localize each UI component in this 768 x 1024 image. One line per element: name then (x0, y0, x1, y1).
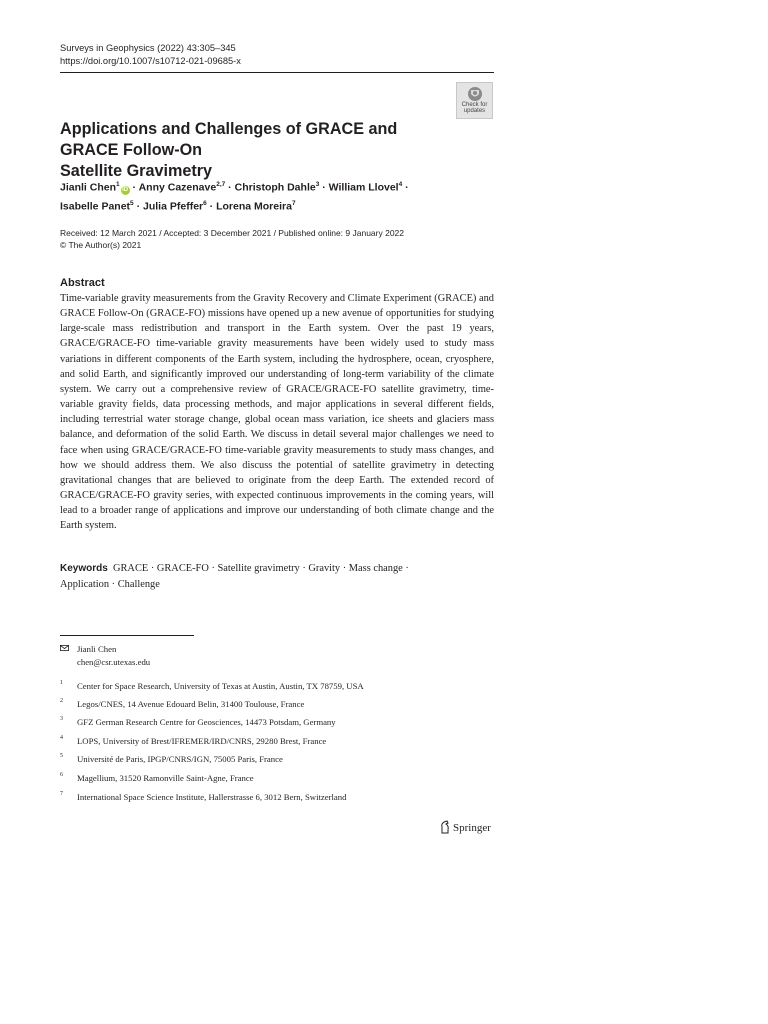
affiliation-number: 6 (60, 772, 63, 778)
date-history: Received: 12 March 2021 / Accepted: 3 December 2021 / Published online: 9 January 2022 (60, 228, 404, 238)
author-affiliation-mark: 4 (398, 181, 403, 188)
keyword: Satellite gravimetry (217, 563, 300, 574)
keyword: GRACE (113, 563, 149, 574)
doi-link[interactable]: https://doi.org/10.1007/s10712-021-09685-x (60, 56, 241, 66)
author-affiliation-mark: 6 (203, 200, 207, 207)
affiliation-text: Magellium, 31520 Ramonville Saint-Agne, France (77, 773, 254, 783)
keyword: Challenge (117, 578, 160, 590)
author-separator: · (319, 181, 329, 194)
author-affiliation-mark: 7 (291, 200, 296, 207)
corresponding-author-email[interactable]: chen@csr.utexas.edu (77, 657, 151, 667)
publisher-name: Springer (453, 822, 491, 834)
author-affiliation-mark: 3 (315, 181, 320, 188)
author-separator: · (133, 200, 144, 213)
keyword-separator: · (109, 578, 118, 590)
keyword: Gravity (308, 563, 341, 574)
keyword-separator: · (340, 563, 349, 574)
author-affiliation-mark: 1 (116, 181, 120, 188)
keyword: Application (60, 578, 110, 590)
affiliation-text: GFZ German Research Centre for Geosciences, 14473 Potsdam, Germany (77, 717, 336, 727)
envelope-icon (60, 645, 69, 651)
affiliation-text: Université de Paris, IPGP/CNRS/IGN, 75005 Paris, France (77, 754, 283, 764)
author-name: William Llovel (328, 181, 399, 194)
keywords-list (60, 563, 409, 590)
affiliation-text: International Space Science Institute, Hallerstrasse 6, 3012 Bern, Switzerland (77, 792, 347, 802)
badge-line-1: Check for (461, 102, 488, 108)
check-for-updates-badge[interactable] (456, 82, 493, 119)
abstract-heading: Abstract (60, 277, 105, 289)
author-name: Jianli Chen (60, 181, 117, 194)
affiliation-item (60, 698, 304, 710)
affiliation-item (60, 791, 346, 803)
abstract-text: Time-variable gravity measurements from the Gravity Recovery and Climate Experiment (GRACE) and GRACE Follow-On (GRACE-FO) missions have opened up a new avenue of opportunities for studying large-scale mass redistribution and transport in the Earth system. Over the past 19 years, GRACE/GRACE-FO time-variable gravity measurements have been widely used to study mass variations in different components of the Earth system, including the hydrosphere, ocean, cryosphere, and solid Earth, and significantly improved our understanding of long-term variability of the climate system. We carry out a comprehensive review of GRACE/GRACE-FO satellite gravimetry, time-variable gravity fields, data processing methods, and major applications in several different fields, including terrestrial water storage change, global ocean mass variation, ice sheets and glaciers mass balance, and deformation of the solid Earth. We discuss in detail several major challenges we need to face when using GRACE/GRACE-FO time-variable gravity measurements to study mass changes, and how we should address them. We also discuss the potential of satellite gravimetry in detecting gravitational changes that are believed to originate from the deep Earth. The extended record of GRACE/GRACE-FO gravity series, with expected continuous improvements in the coming years, will lead to a broader range of applications and improve our understanding of both climate change and the Earth system. (60, 293, 494, 532)
author-separator: · (129, 181, 139, 194)
crossmark-icon (467, 86, 483, 102)
affiliation-number: 1 (60, 680, 63, 686)
keyword-separator: · (148, 563, 157, 574)
author-name: Lorena Moreira (216, 200, 292, 213)
author-name: Christoph Dahle (234, 181, 316, 194)
author-separator: · (206, 200, 217, 213)
keyword-separator: · (208, 563, 218, 574)
author-affiliation-mark: 2,7 (216, 181, 226, 188)
correspondence (60, 643, 150, 669)
author-affiliation-mark: 5 (130, 200, 134, 207)
journal-citation: Surveys in Geophysics (2022) 43:305–345 (60, 43, 236, 53)
publication-dates (60, 228, 404, 251)
affiliation-item (60, 716, 336, 728)
author-separator: · (402, 181, 409, 194)
affiliation-number: 3 (60, 716, 63, 722)
author-name: Julia Pfeffer (143, 200, 204, 213)
badge-line-2: updates (463, 108, 486, 115)
keywords-block (60, 561, 494, 592)
keywords-label: Keywords (60, 563, 108, 574)
affiliation-number: 4 (60, 735, 63, 741)
footnote-rule (60, 635, 194, 636)
affiliation-item (60, 735, 326, 747)
keyword-separator: · (299, 563, 309, 574)
orcid-icon[interactable]: iD (122, 186, 129, 193)
affiliation-text: Legos/CNES, 14 Avenue Edouard Belin, 31400 Toulouse, France (77, 699, 305, 709)
header-rule (60, 72, 494, 73)
affiliation-number: 7 (60, 791, 63, 797)
affiliation-text: LOPS, University of Brest/IFREMER/IRD/CNRS, 29280 Brest, France (77, 736, 327, 746)
affiliation-number: 2 (60, 698, 63, 704)
copyright-line: © The Author(s) 2021 (60, 239, 142, 250)
corresponding-author-name: Jianli Chen (77, 644, 117, 654)
keyword: GRACE-FO (156, 563, 209, 574)
affiliation-item (60, 680, 364, 692)
keyword-separator: · (402, 563, 409, 574)
title-line-2: Satellite Gravimetry (60, 162, 213, 180)
keyword: Mass change (348, 563, 403, 574)
affiliation-text: Center for Space Research, University of Texas at Austin, Austin, TX 78759, USA (77, 681, 364, 691)
affiliation-item (60, 772, 254, 784)
springer-horse-icon (439, 820, 451, 834)
journal-header (60, 42, 241, 68)
author-separator: · (225, 181, 235, 194)
affiliation-item (60, 753, 283, 765)
author-list (60, 177, 440, 215)
author-name: Anny Cazenave (138, 181, 217, 194)
paper-title (60, 119, 460, 182)
publisher-logo (439, 820, 491, 836)
affiliation-number: 5 (60, 753, 63, 759)
author-name: Isabelle Panet (60, 200, 131, 213)
title-line-1: Applications and Challenges of GRACE and GRACE Follow-On (60, 120, 398, 159)
